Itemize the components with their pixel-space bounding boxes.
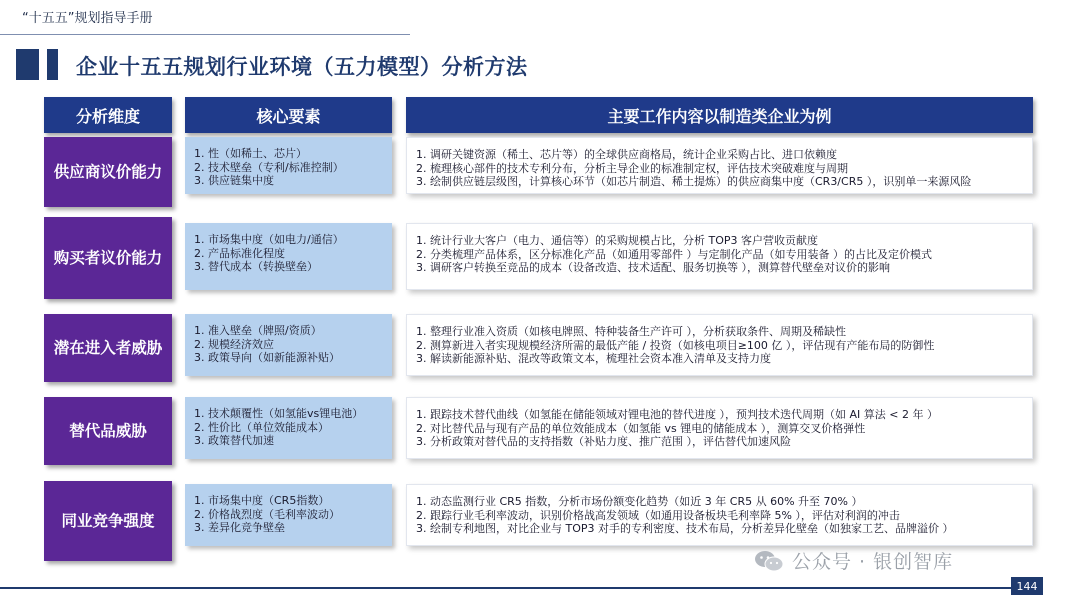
- core-item: 2. 价格战烈度（毛利率波动）: [194, 507, 340, 521]
- work-item: 3. 解读新能源补贴、混改等政策文本，梳理社会资本准入清单及支持力度: [416, 352, 771, 365]
- dimension-industry-rivalry: 同业竞争强度: [44, 481, 172, 561]
- core-item: 3. 供应链集中度: [194, 174, 274, 187]
- core-elements-buyer: [185, 223, 392, 290]
- core-item: 1. 准入壁垒（牌照/资质）: [194, 324, 322, 337]
- watermark: [754, 547, 953, 574]
- column-header-core: 核心要素: [185, 97, 392, 133]
- work-content-entrants: [406, 314, 1033, 376]
- core-item: 1. 市场集中度（CR5指数）: [194, 494, 330, 507]
- work-item: 1. 整理行业准入资质（如核电牌照、特种装备生产许可 ），分析获取条件、周期及稀缺性: [416, 325, 846, 338]
- top-divider: [0, 34, 410, 35]
- core-elements-supplier: [185, 137, 392, 194]
- dimension-buyer-power: 购买者议价能力: [44, 217, 172, 299]
- work-item: 2. 测算新进入者实现规模经济所需的最低产能 / 投资（如核电项目≥100 亿 ），评估现有产能布局的防御性: [416, 338, 935, 352]
- work-item: 2. 跟踪行业毛利率波动，识别价格战高发领域（如通用设备板块毛利率降 5% ），评估对利润的冲击: [416, 508, 900, 522]
- work-content-rivalry: [406, 484, 1033, 546]
- title-accent-bar-small: [47, 49, 58, 80]
- core-item: 2. 性价比（单位效能成本）: [194, 420, 329, 434]
- core-elements-rivalry: [185, 484, 392, 546]
- column-header-work: 主要工作内容以制造类企业为例: [406, 97, 1033, 133]
- core-item: 1. 性（如稀土、芯片）: [194, 147, 307, 160]
- title-accent-bar: [16, 49, 39, 80]
- work-item: 2. 分类梳理产品体系，区分标准化产品（如通用零部件 ）与定制化产品（如专用装备 ）的占比及定价模式: [416, 247, 932, 261]
- work-item: 3. 绘制供应链层级图，计算核心环节（如芯片制造、稀土提炼）的供应商集中度（CR3/CR5 ），识别单一来源风险: [416, 175, 972, 188]
- core-item: 2. 技术壁垒（专利/标准控制）: [194, 160, 344, 174]
- work-item: 3. 绘制专利地图，对比企业与 TOP3 对手的专利密度、技术布局，分析差异化壁垒（如独家工艺、品牌溢价 ）: [416, 522, 954, 535]
- watermark-text: 公众号 · 银创智库: [792, 551, 954, 573]
- core-elements-substitutes: [185, 397, 392, 459]
- column-header-dimension: 分析维度: [44, 97, 172, 133]
- work-item: 1. 跟踪技术替代曲线（如氢能在储能领域对锂电池的替代进度 ），预判技术迭代周期（如 AI 算法 < 2 年 ）: [416, 408, 938, 421]
- handbook-label: “十五五”规划指导手册: [22, 11, 153, 26]
- core-elements-entrants: [185, 314, 392, 376]
- core-item: 3. 政策导向（如新能源补贴）: [194, 351, 340, 364]
- core-item: 3. 差异化竞争壁垒: [194, 521, 285, 534]
- core-item: 3. 政策替代加速: [194, 434, 274, 447]
- work-content-buyer: [406, 223, 1033, 290]
- page-number: 144: [1011, 577, 1043, 595]
- work-content-supplier: [406, 137, 1033, 194]
- work-item: 3. 调研客户转换至竞品的成本（设备改造、技术适配、服务切换等 ），测算替代壁垒对议价的影响: [416, 261, 890, 274]
- work-content-substitutes: [406, 397, 1033, 459]
- core-item: 3. 替代成本（转换壁垒）: [194, 260, 318, 273]
- dimension-new-entrants: 潜在进入者威胁: [44, 314, 172, 382]
- dimension-supplier-power: 供应商议价能力: [44, 137, 172, 207]
- bottom-divider: [0, 587, 1040, 589]
- work-item: 1. 调研关键资源（稀土、芯片等）的全球供应商格局，统计企业采购占比、进口依赖度: [416, 148, 837, 161]
- work-item: 1. 动态监测行业 CR5 指数，分析市场份额变化趋势（如近 3 年 CR5 从 60% 升至 70% ）: [416, 495, 863, 508]
- work-item: 2. 梳理核心部件的技术专利分布，分析主导企业的标准制定权，评估技术突破难度与周期: [416, 161, 848, 175]
- core-item: 2. 产品标准化程度: [194, 246, 285, 260]
- work-item: 3. 分析政策对替代品的支持指数（补贴力度、推广范围 ），评估替代加速风险: [416, 435, 791, 448]
- dimension-substitutes: 替代品威胁: [44, 397, 172, 465]
- work-item: 1. 统计行业大客户（电力、通信等）的采购规模占比，分析 TOP3 客户营收贡献度: [416, 234, 818, 247]
- core-item: 1. 市场集中度（如电力/通信）: [194, 233, 344, 246]
- page-title: 企业十五五规划行业环境（五力模型）分析方法: [76, 55, 528, 79]
- work-item: 2. 对比替代品与现有产品的单位效能成本（如氢能 vs 锂电的储能成本 ），测算交叉价格弹性: [416, 421, 866, 435]
- wechat-icon: [754, 550, 784, 572]
- core-item: 2. 规模经济效应: [194, 337, 274, 351]
- core-item: 1. 技术颠覆性（如氢能vs锂电池）: [194, 407, 364, 420]
